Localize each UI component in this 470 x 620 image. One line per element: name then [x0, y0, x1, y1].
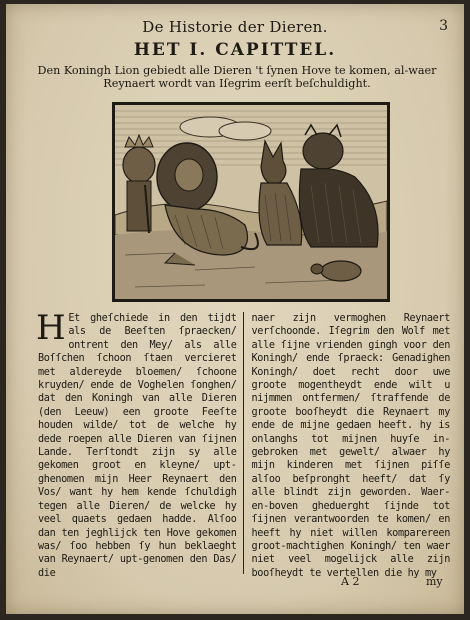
drop-cap: H — [36, 308, 66, 348]
page-number: 3 — [439, 18, 448, 34]
chapter-title: HET I. CAPITTEL. — [133, 40, 337, 60]
catchword: my — [426, 575, 443, 588]
book-page — [6, 4, 464, 614]
column-left-text: Et gheſchiede in den tijdt als de Beeſten ſpraecken/ ontrent den Mey/ als alle Boſſchen ſchoon ſtaen vercieret met aldereyde bloemen/ ſchoone kruyden/ ende de Voghelen ſonghen/ dat den Koningh van alle Dieren (den Leeuw) een groote Feeſte houden wilde/ tot de welche hy dede roepen alle Dieren van ſijnen Lande. Terſtondt zijn sy alle gekomen groot en kleyne/ upt-ghenomen mijn Heer Reynaert den Vos/ want hy hem kende ſchuldigh tegen alle Dieren/ de welcke hy veel quaets gedaen hadde. Alſoo dan ten jeghlijck ten Hove gekomen was/ ſoo hebben ſy hun beklaeght van Reynaert/ upt-genomen den Das/ die — [38, 313, 237, 579]
text-columns — [36, 308, 450, 579]
column-right-text: naer zijn vermoghen Reynaert verſchoonde. Iſegrim den Wolf met alle ſijne vrienden gingh voor den Koningh/ ende ſpraeck: Genadighen Koningh/ doet recht door uwe groote mogentheydt ende wilt u nijmmen ontfermen/ ſtraffende de groote booſheydt die Reynaert my ende de mijne gedaen heeft. hy is onlanghs tot mijnen huyſe in-gebroken met gewelt/ alwaer hy mijn kinderen met ſijnen piſſe alſoo beſpronght heeft/ dat ſy alle blindt zijn geworden. Waer-en-boven gheduerght ſijnde tot ſijnen verantwoorden te komen/ en heeft hy niet willen komparereen groot-machtighen Koningh/ ten waer niet veel mogelijck alle zijn booſheydt te vertellen die hy my — [251, 313, 450, 579]
running-title: De Historie der Dieren. — [142, 18, 328, 36]
text-column-left — [36, 308, 243, 579]
signature-mark: A 2 — [341, 575, 360, 588]
text-column-right — [243, 312, 451, 579]
woodcut-illustration — [112, 102, 390, 302]
chapter-summary: Den Koningh Lion gebiedt alle Dieren 't ſynen Hove te komen, al-waer Reynaert wordt van Iſegrim eerſt beſchuldight. — [37, 64, 437, 90]
woodcut-image — [115, 105, 387, 299]
